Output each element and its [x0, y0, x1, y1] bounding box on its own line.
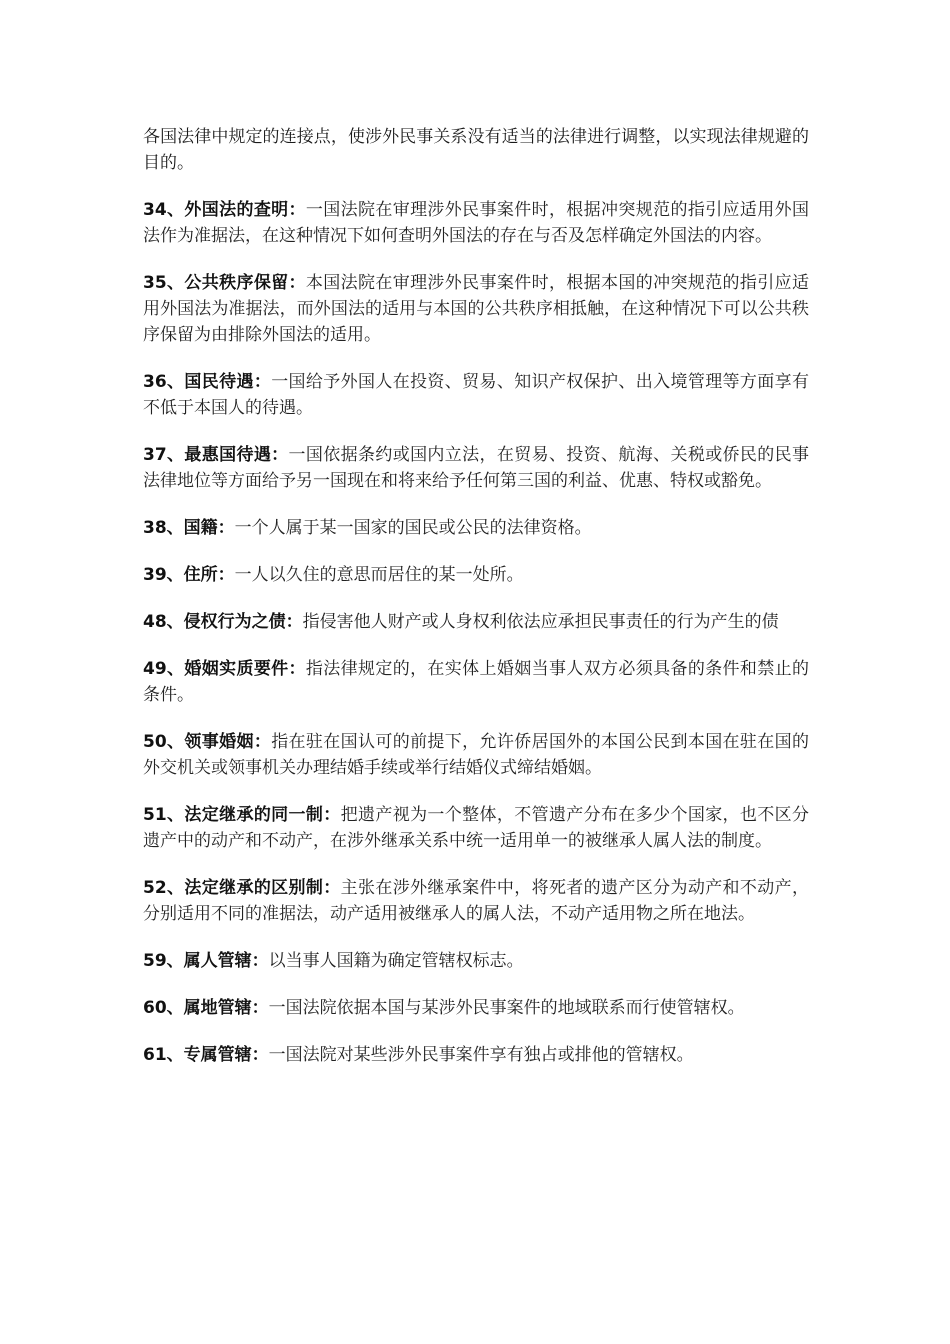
entry-term: 39、住所：: [143, 565, 235, 585]
entry-paragraph: [143, 369, 809, 421]
entry-paragraph: [143, 656, 809, 708]
entry-term: 48、侵权行为之债：: [143, 612, 303, 632]
entry-term: 51、法定继承的同一制：: [143, 805, 341, 825]
entry-term: 38、国籍：: [143, 518, 235, 538]
entry-definition: 主张在涉外继承案件中，将死者的遗产区分为动产和不动产，分别适用不同的准据法，动产适用被继承人的属人法，不动产适用物之所在地法。: [143, 878, 809, 924]
entry-paragraph: [143, 948, 809, 974]
entry-definition: 一国法院对某些涉外民事案件享有独占或排他的管辖权。: [268, 1045, 694, 1065]
entry-paragraph: [143, 442, 809, 494]
entry-definition: 把遗产视为一个整体，不管遗产分布在多少个国家，也不区分遗产中的动产和不动产，在涉外继承关系中统一适用单一的被继承人属人法的制度。: [143, 805, 809, 851]
entry-paragraph: [143, 562, 809, 588]
entry-paragraph: [143, 197, 809, 249]
entry-definition: 一个人属于某一国家的国民或公民的法律资格。: [234, 518, 592, 538]
intro-paragraph: 各国法律中规定的连接点，使涉外民事关系没有适当的法律进行调整，以实现法律规避的目的。: [143, 127, 809, 173]
entry-definition: 本国法院在审理涉外民事案件时，根据本国的冲突规范的指引应适用外国法为准据法，而外国法的适用与本国的公共秩序相抵触，在这种情况下可以公共秩序保留为由排除外国法的适用。: [143, 273, 809, 345]
entry-definition: 一国法院在审理涉外民事案件时，根据冲突规范的指引应适用外国法作为准据法，在这种情况下如何查明外国法的存在与否及怎样确定外国法的内容。: [143, 200, 809, 246]
entry-term: 34、外国法的查明：: [143, 200, 306, 220]
entry-term: 50、领事婚姻：: [143, 732, 272, 752]
entry-definition: 以当事人国籍为确定管辖权标志。: [268, 951, 524, 971]
entry-definition: 一国依据条约或国内立法，在贸易、投资、航海、关税或侨民的民事法律地位等方面给予另一国现在和将来给予任何第三国的利益、优惠、特权或豁免。: [143, 445, 809, 491]
entry-paragraph: [143, 609, 809, 635]
entry-paragraph: [143, 515, 809, 541]
entry-term: 36、国民待遇：: [143, 372, 272, 392]
entry-term: 49、婚姻实质要件：: [143, 659, 306, 679]
entry-paragraph: [143, 875, 809, 927]
entry-definition: 一人以久住的意思而居住的某一处所。: [234, 565, 524, 585]
entry-paragraph: [143, 729, 809, 781]
entry-paragraph: [143, 270, 809, 348]
entry-term: 61、专属管辖：: [143, 1045, 269, 1065]
entry-term: 59、属人管辖：: [143, 951, 269, 971]
entry-paragraph: [143, 1042, 809, 1068]
entry-term: 52、法定继承的区别制：: [143, 878, 341, 898]
entry-term: 35、公共秩序保留：: [143, 273, 306, 293]
document-page: [143, 124, 809, 1089]
entry-paragraph: [143, 995, 809, 1021]
entry-definition: 一国给予外国人在投资、贸易、知识产权保护、出入境管理等方面享有不低于本国人的待遇。: [143, 372, 809, 418]
entry-definition: 指法律规定的，在实体上婚姻当事人双方必须具备的条件和禁止的条件。: [143, 659, 809, 705]
entry-definition: 指在驻在国认可的前提下，允许侨居国外的本国公民到本国在驻在国的外交机关或领事机关办理结婚手续或举行结婚仪式缔结婚姻。: [143, 732, 809, 778]
entry-definition: 一国法院依据本国与某涉外民事案件的地域联系而行使管辖权。: [268, 998, 745, 1018]
entry-term: 37、最惠国待遇：: [143, 445, 289, 465]
entry-term: 60、属地管辖：: [143, 998, 269, 1018]
entry-definition: 指侵害他人财产或人身权利依法应承担民事责任的行为产生的债: [302, 612, 779, 632]
entry-paragraph: [143, 802, 809, 854]
